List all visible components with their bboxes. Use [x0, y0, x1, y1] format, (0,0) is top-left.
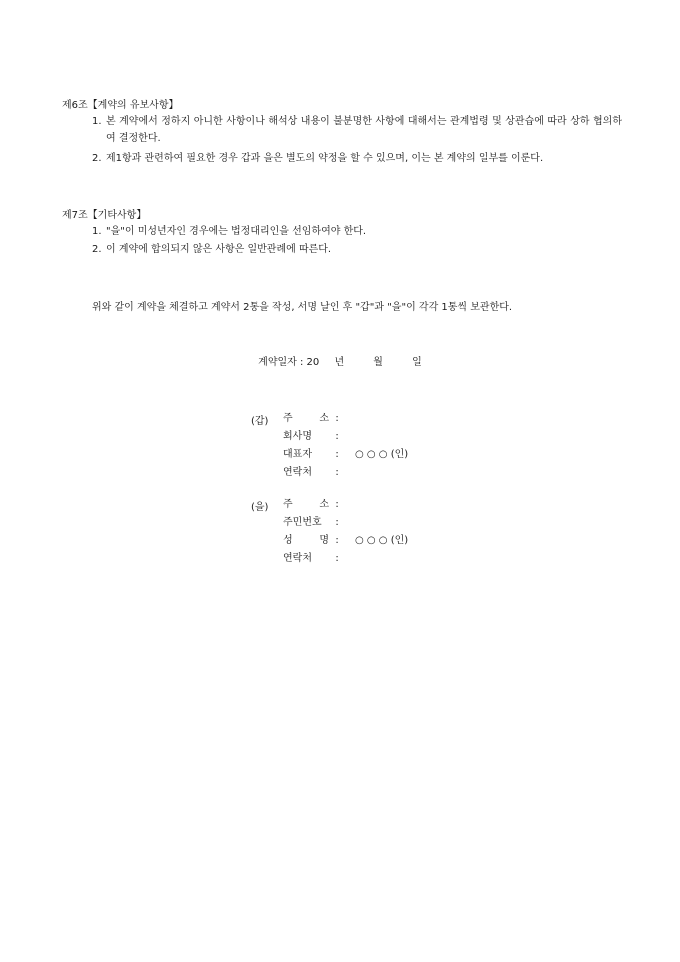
article-6-heading: 제6조【계약의 유보사항】 [62, 100, 179, 111]
field-label: 연락처 [283, 553, 312, 564]
party-a-address-row [283, 410, 355, 427]
article-6-clause-1 [92, 113, 622, 147]
article-7-clause-1 [92, 223, 622, 240]
article-6-clause-2 [92, 150, 622, 167]
field-colon: : [335, 431, 339, 442]
contract-date-label: 계약일자 : 20 [258, 357, 320, 368]
party-a-company-row [283, 428, 355, 445]
signature-placeholder: ○ ○ ○ (인) [355, 449, 409, 460]
field-colon: : [335, 449, 339, 460]
party-b-address-row [283, 496, 355, 513]
party-b-id-number-row [283, 514, 355, 531]
field-label: 성 명 [283, 535, 329, 546]
clause-number: 1. [92, 226, 102, 237]
field-label: 주 소 [283, 413, 329, 424]
clause-text: 본 계약에서 정하지 아니한 사항이나 해석상 내용이 불분명한 사항에 대해서는 관계법령 및 상관습에 따라 상하 협의하여 결정한다. [106, 116, 622, 144]
article-7-clause-2 [92, 241, 622, 258]
clause-text: 이 계약에 합의되지 않은 사항은 일반관례에 따른다. [106, 244, 332, 255]
day-unit: 일 [412, 357, 422, 368]
field-colon: : [335, 553, 339, 564]
closing-statement: 위와 같이 계약을 체결하고 계약서 2통을 작성, 서명 날인 후 "갑"과 "을"이 각각 1통씩 보관한다. [92, 302, 513, 313]
field-label: 대표자 [283, 449, 312, 460]
field-colon: : [335, 535, 339, 546]
field-colon: : [335, 517, 339, 528]
clause-number: 2. [92, 153, 102, 164]
field-label: 주민번호 [283, 517, 322, 528]
article-7-heading: 제7조【기타사항】 [62, 210, 147, 221]
signature-placeholder: ○ ○ ○ (인) [355, 535, 409, 546]
field-colon: : [335, 467, 339, 478]
year-unit: 년 [334, 357, 345, 368]
party-b-contact-row [283, 550, 355, 567]
field-colon: : [335, 499, 339, 510]
field-colon: : [335, 413, 339, 424]
field-label: 연락처 [283, 467, 312, 478]
party-a-contact-row [283, 464, 355, 481]
clause-text: 제1항과 관련하여 필요한 경우 갑과 을은 별도의 약정을 할 수 있으며, 이는 본 계약의 일부를 이룬다. [106, 153, 544, 164]
party-a-label: (갑) [251, 416, 269, 427]
clause-number: 2. [92, 244, 102, 255]
field-label: 회사명 [283, 431, 312, 442]
month-unit: 월 [373, 357, 383, 368]
clause-number: 1. [92, 116, 102, 127]
party-b-label: (을) [251, 502, 269, 513]
clause-text: "을"이 미성년자인 경우에는 법정대리인을 선임하여야 한다. [106, 226, 367, 237]
party-b-name-row [283, 532, 408, 549]
party-a-representative-row [283, 446, 408, 463]
contract-date [0, 353, 680, 368]
field-label: 주 소 [283, 499, 329, 510]
